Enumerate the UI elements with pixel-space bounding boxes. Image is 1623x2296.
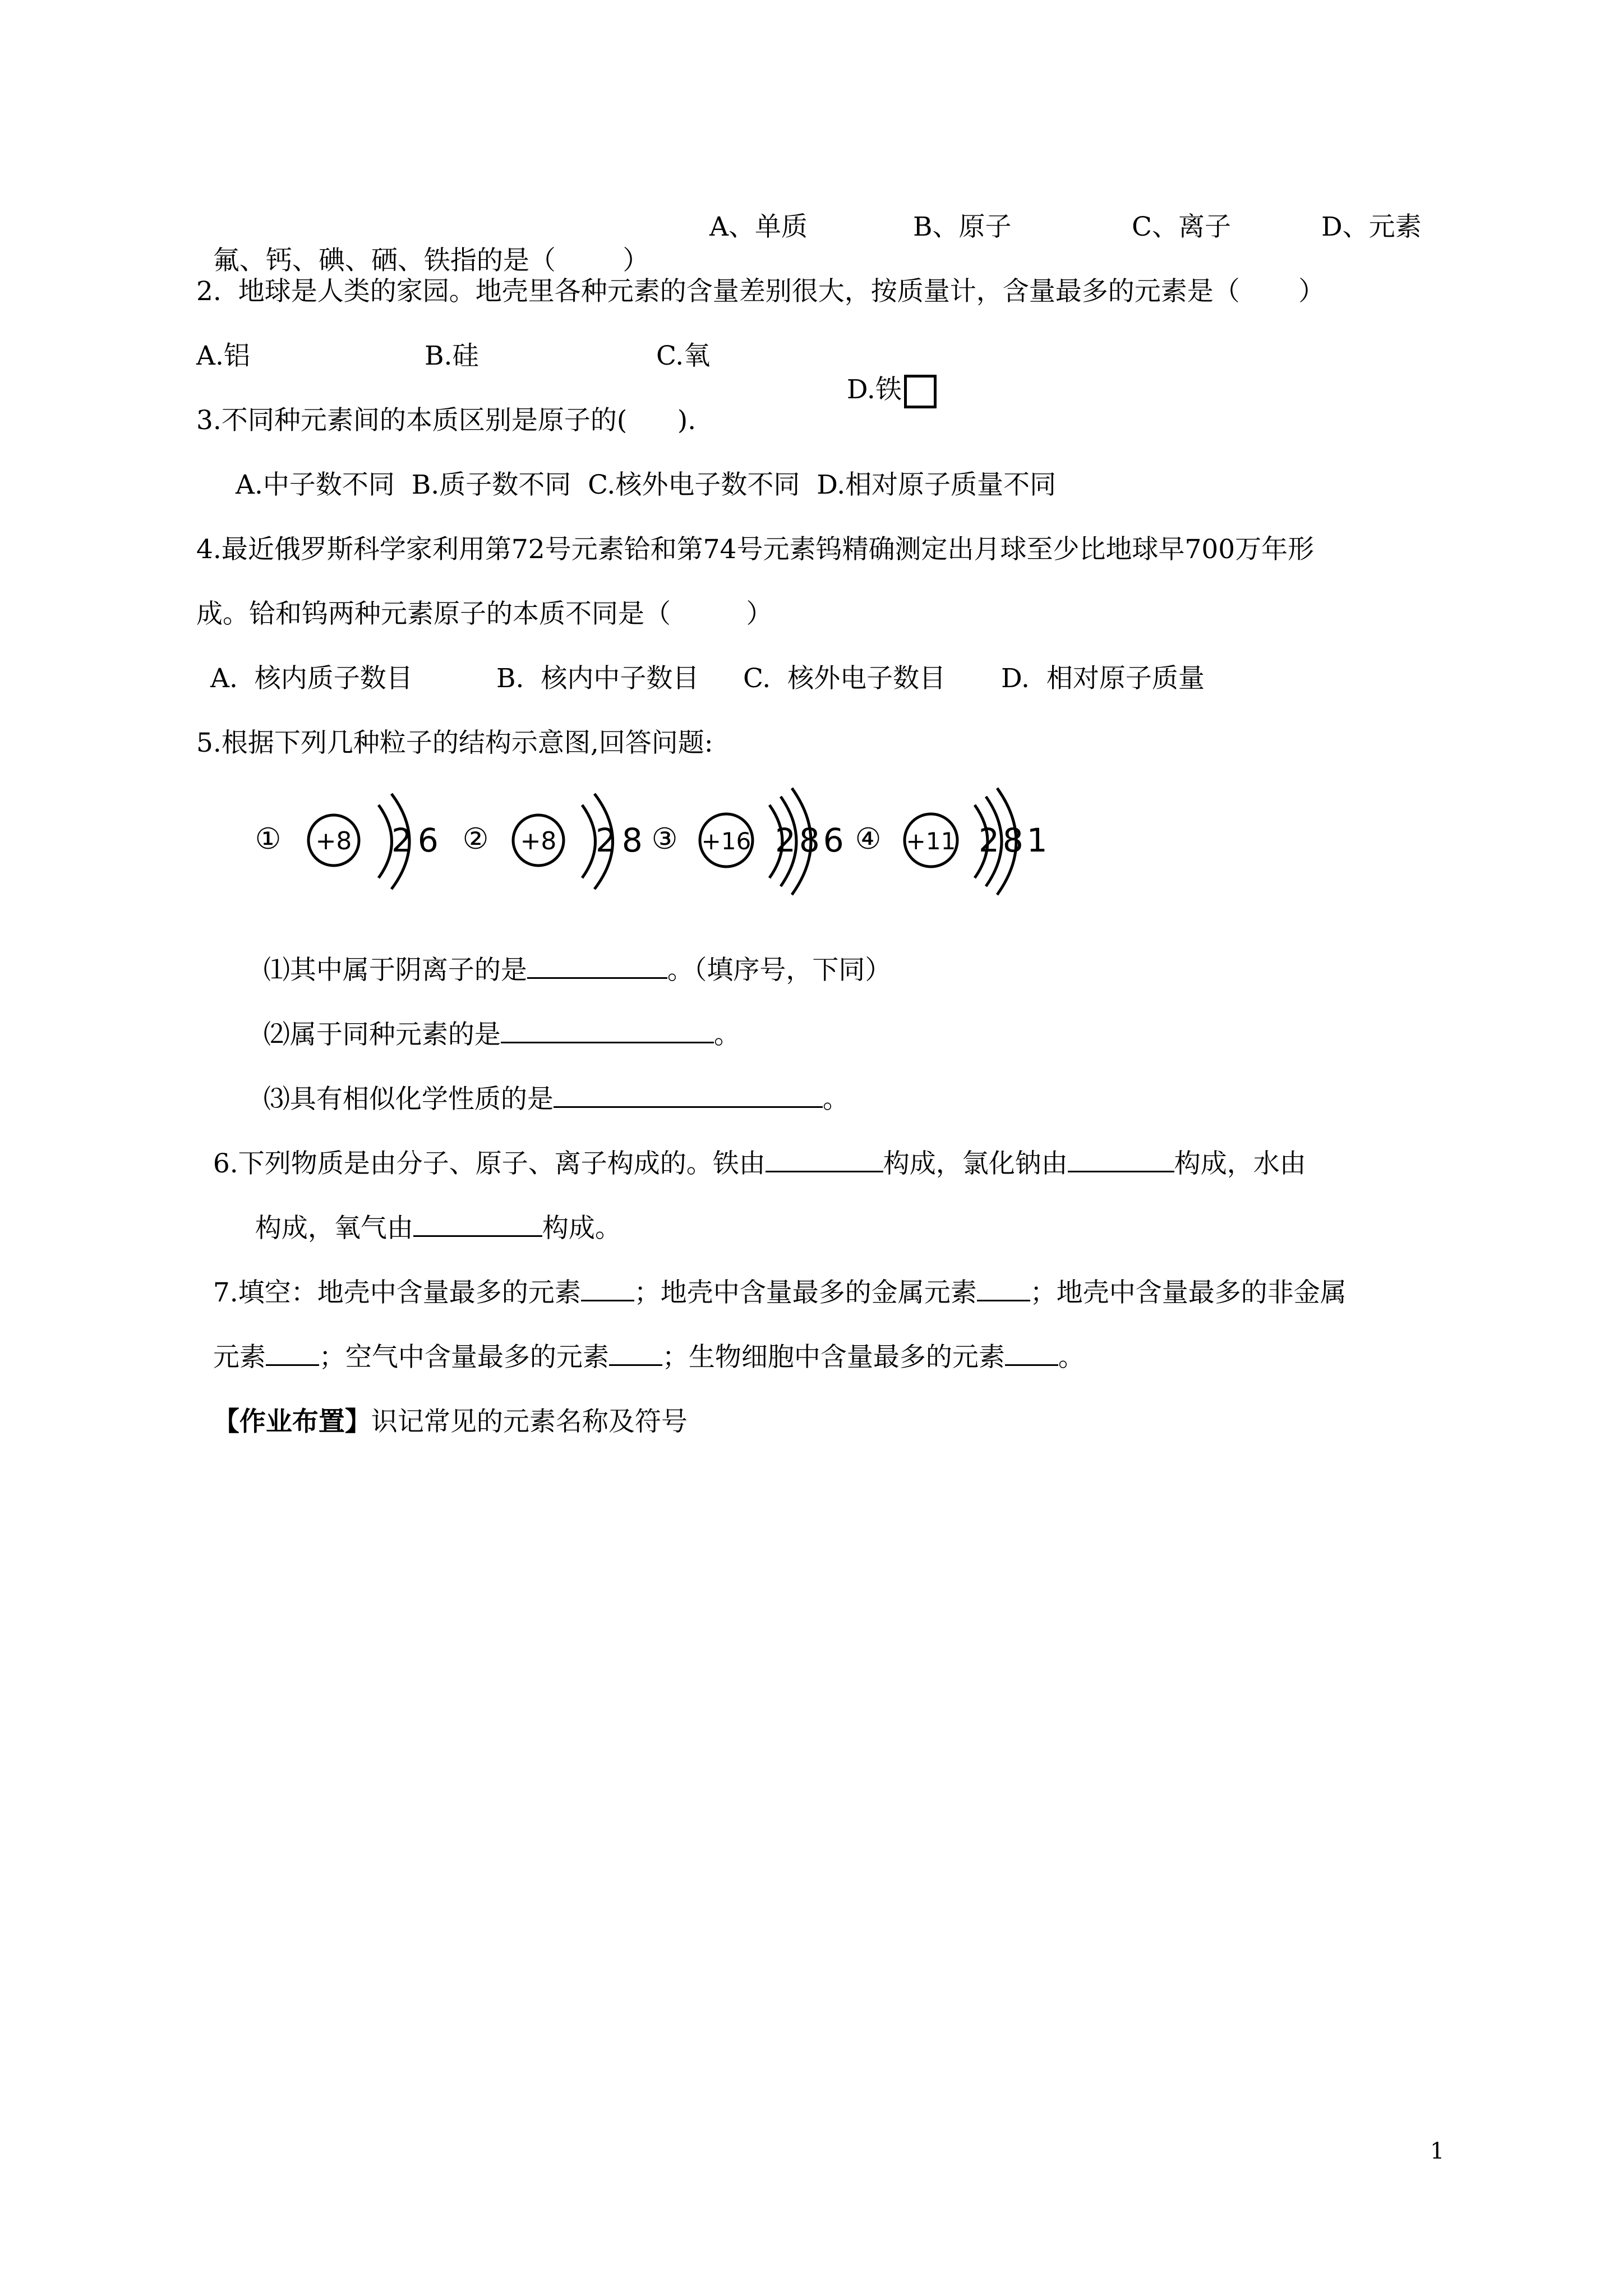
q6-line2: [238, 1178, 621, 1245]
q4-stem-line2: 成。铪和钨两种元素原子的本质不同是（ ）: [196, 599, 773, 629]
q5-sub2-suffix: 。: [713, 1019, 740, 1050]
q5-sub3: [247, 1049, 849, 1116]
q4-option-a: A. 核内质子数目: [210, 663, 413, 694]
q2-stem: 2. 地球是人类的家园。地壳里各种元素的含量差别很大，按质量计，含量最多的元素是（ ）: [196, 276, 1325, 307]
q6-blank-iron[interactable]: [766, 1148, 883, 1172]
q5-sub1-text: ⑴其中属于阴离子的是: [263, 955, 527, 986]
q7-text-1: 7.填空：地壳中含量最多的元素: [213, 1277, 581, 1308]
q2-option-c: C.氧: [656, 341, 711, 371]
q7-blank-1[interactable]: [581, 1277, 634, 1301]
particle-4-index: ④: [855, 822, 882, 856]
q2-option-b: B.硅: [425, 341, 479, 371]
particle-4: [855, 788, 1051, 895]
particle-1-shells: 26: [391, 821, 444, 859]
q6-text-2: 构成，氯化钠由: [883, 1148, 1068, 1179]
particle-1: [255, 794, 444, 889]
particle-4-nucleus: +11: [906, 827, 956, 855]
q2-option-a: A.铝: [196, 341, 250, 371]
q5-sub3-suffix: 。: [822, 1084, 849, 1115]
q5-sub2-blank[interactable]: [501, 1019, 714, 1043]
page-number: 1: [1430, 2138, 1445, 2164]
q7-text-3: ；地壳中含量最多的非金属: [1030, 1277, 1347, 1308]
particle-3: [652, 788, 847, 895]
q7-text-5: ；空气中含量最多的元素: [319, 1342, 609, 1373]
particle-4-shells: 281: [979, 821, 1051, 859]
particle-2-nucleus: +8: [520, 827, 557, 855]
q7-text-6: ；生物细胞中含量最多的元素: [662, 1342, 1005, 1373]
q7-blank-3[interactable]: [266, 1342, 319, 1366]
particle-2-shells: 28: [596, 821, 648, 859]
q7-text-2: ；地壳中含量最多的金属元素: [634, 1277, 977, 1308]
particle-2: [463, 794, 648, 889]
q6-text-5: 构成。: [542, 1213, 621, 1244]
q1-line: [196, 210, 649, 278]
q2-option-d-row: [830, 339, 937, 408]
q5-sub1-suffix: 。（填序号，下同）: [667, 955, 892, 986]
q1-option-a: A、单质: [709, 211, 808, 242]
q4-option-d: D. 相对原子质量: [1001, 663, 1205, 694]
q7-blank-4[interactable]: [609, 1342, 662, 1366]
q3-options: A.中子数不同 B.质子数不同 C.核外电子数不同 D.相对原子质量不同: [236, 470, 1057, 500]
q5-sub3-blank[interactable]: [554, 1084, 823, 1108]
homework-text: 识记常见的元素名称及符号: [371, 1406, 688, 1437]
q7-blank-5[interactable]: [1005, 1342, 1058, 1366]
q5-sub1-blank[interactable]: [527, 955, 667, 979]
particle-3-nucleus: +16: [701, 827, 751, 855]
q6-blank-nacl[interactable]: [1068, 1148, 1174, 1172]
homework-label: 【作业布置】: [213, 1406, 371, 1437]
q2-option-d: D.铁: [846, 374, 902, 405]
q5-sub3-text: ⑶具有相似化学性质的是: [263, 1084, 554, 1115]
particle-3-shells: 286: [775, 821, 847, 859]
q6-text-3: 构成，水由: [1174, 1148, 1306, 1179]
q5-sub1: [247, 920, 891, 987]
particle-structure-diagrams: [247, 780, 1077, 909]
q4-option-c: C. 核外电子数目: [743, 663, 946, 694]
q5-sub2-text: ⑵属于同种元素的是: [263, 1019, 501, 1050]
particle-1-shell-1: [379, 805, 392, 878]
particle-1-nucleus: +8: [315, 827, 352, 855]
particle-2-shell-1: [582, 805, 596, 878]
q7-text-7: 。: [1058, 1342, 1085, 1373]
q6-blank-oxygen[interactable]: [413, 1213, 542, 1237]
q4-stem-line1: 4.最近俄罗斯科学家利用第72号元素铪和第74号元素钨精确测定出月球至少比地球早700万年形: [196, 534, 1315, 565]
answer-box: [904, 375, 937, 408]
particle-2-index: ②: [462, 822, 489, 856]
q1-option-c: C、离子: [1132, 211, 1231, 242]
q6-text-4: 构成，氧气由: [255, 1213, 413, 1244]
q1-option-d: D、元素: [1321, 211, 1422, 242]
particle-1-index: ①: [255, 822, 282, 856]
q4-option-b: B. 核内中子数目: [496, 663, 699, 694]
q1-option-b: B、原子: [913, 211, 1012, 242]
q3-stem: 3.不同种元素间的本质区别是原子的( ).: [196, 405, 697, 436]
particle-3-index: ③: [651, 822, 678, 856]
q6-text-1: 6.下列物质是由分子、原子、离子构成的。铁由: [213, 1148, 766, 1179]
q6-line1: [196, 1114, 1306, 1181]
homework-line: [196, 1372, 688, 1439]
q1-stem: 氟、钙、碘、硒、铁指的是（ ）: [213, 245, 649, 276]
q7-blank-2[interactable]: [977, 1277, 1030, 1301]
q7-line2: [196, 1307, 1085, 1374]
q5-sub2: [247, 984, 740, 1052]
q5-stem: 5.根据下列几种粒子的结构示意图,回答问题:: [196, 728, 713, 758]
q7-text-4: 元素: [213, 1342, 266, 1373]
q7-line1: [196, 1243, 1347, 1310]
